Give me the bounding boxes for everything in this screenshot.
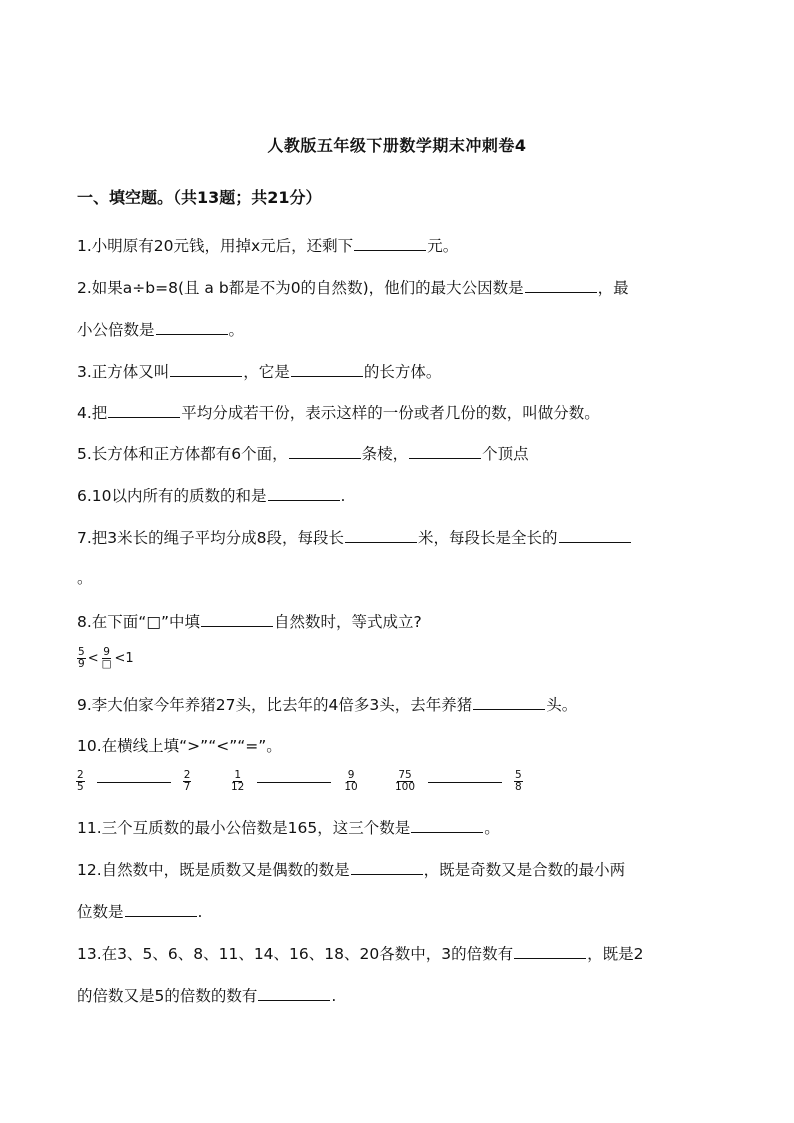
answer-blank[interactable] <box>268 486 340 501</box>
answer-blank[interactable] <box>125 902 197 917</box>
comparison-blank[interactable] <box>257 781 331 783</box>
fraction: $\frac{2}{7}$ <box>183 769 191 793</box>
question-5: 5.长方体和正方体都有6个面， 条棱， 个顶点 <box>77 445 529 463</box>
question-6: 6.10以内所有的质数的和是 . <box>77 487 346 505</box>
question-8: 8.在下面“□”中填 自然数时，等式成立? <box>77 613 422 631</box>
answer-blank[interactable] <box>473 695 545 710</box>
answer-blank[interactable] <box>525 278 597 293</box>
question-10: 10.在横线上填“>”“<”“=”。 <box>77 737 282 755</box>
answer-blank[interactable] <box>291 362 363 377</box>
fraction: $\frac{75}{100}$ <box>395 769 416 793</box>
comparison-pair-1 <box>74 770 193 793</box>
question-4: 4.把 平均分成若干份，表示这样的一份或者几份的数，叫做分数。 <box>77 404 600 422</box>
question-8-inequality: $\frac{5}{9}$ < $\frac{9}{□}$ <1 <box>78 646 134 670</box>
fraction: $\frac{5}{9}$ <box>78 646 85 670</box>
comparison-pair-2 <box>228 770 361 793</box>
question-3: 3.正方体又叫 ，它是 的长方体。 <box>77 363 442 381</box>
answer-blank[interactable] <box>170 362 242 377</box>
answer-blank[interactable] <box>156 320 228 335</box>
comparison-blank[interactable] <box>97 781 171 783</box>
fraction: $\frac{9}{□}$ <box>101 646 112 670</box>
question-2: 2.如果a÷b=8(且 a b都是不为0的自然数)，他们的最大公因数是 ，最 <box>77 279 629 297</box>
question-7: 7.把3米长的绳子平均分成8段，每段长 米，每段长是全长的 <box>77 528 632 548</box>
answer-blank[interactable] <box>559 528 631 543</box>
question-9: 9.李大伯家今年养猪27头，比去年的4倍多3头，去年养猪 头。 <box>77 696 578 714</box>
question-12-cont: 位数是 . <box>77 903 203 921</box>
question-2-cont: 小公倍数是 。 <box>77 321 245 339</box>
comparison-blank[interactable] <box>428 781 502 783</box>
section-heading: 一、填空题。（共13题；共21分） <box>77 188 322 207</box>
answer-blank[interactable] <box>409 444 481 459</box>
answer-blank[interactable] <box>289 444 361 459</box>
answer-blank[interactable] <box>345 528 417 543</box>
question-12: 12.自然数中，既是质数又是偶数的数是 ，既是奇数又是合数的最小两 <box>77 861 626 879</box>
question-13: 13.在3、5、6、8、11、14、16、18、20各数中，3的倍数有 ，既是2 <box>77 945 644 963</box>
comparison-pair-3 <box>392 770 525 793</box>
answer-blank[interactable] <box>354 236 426 251</box>
fraction: $\frac{1}{12}$ <box>231 769 245 793</box>
answer-blank[interactable] <box>351 860 423 875</box>
answer-blank[interactable] <box>258 986 330 1001</box>
question-11: 11.三个互质数的最小公倍数是165，这三个数是 。 <box>77 819 500 837</box>
answer-blank[interactable] <box>411 818 483 833</box>
answer-blank[interactable] <box>514 944 586 959</box>
question-7-cont: 。 <box>77 569 93 587</box>
fraction: $\frac{2}{5}$ <box>77 769 84 793</box>
fraction: $\frac{9}{10}$ <box>344 769 358 793</box>
fraction: $\frac{5}{8}$ <box>515 769 522 793</box>
question-13-cont: 的倍数又是5的倍数的数有 . <box>77 987 337 1005</box>
page-title: 人教版五年级下册数学期末冲刺卷4 <box>267 136 527 155</box>
answer-blank[interactable] <box>201 612 273 627</box>
answer-blank[interactable] <box>108 403 180 418</box>
question-1: 1.小明原有20元钱，用掉x元后，还剩下 元。 <box>77 237 459 255</box>
